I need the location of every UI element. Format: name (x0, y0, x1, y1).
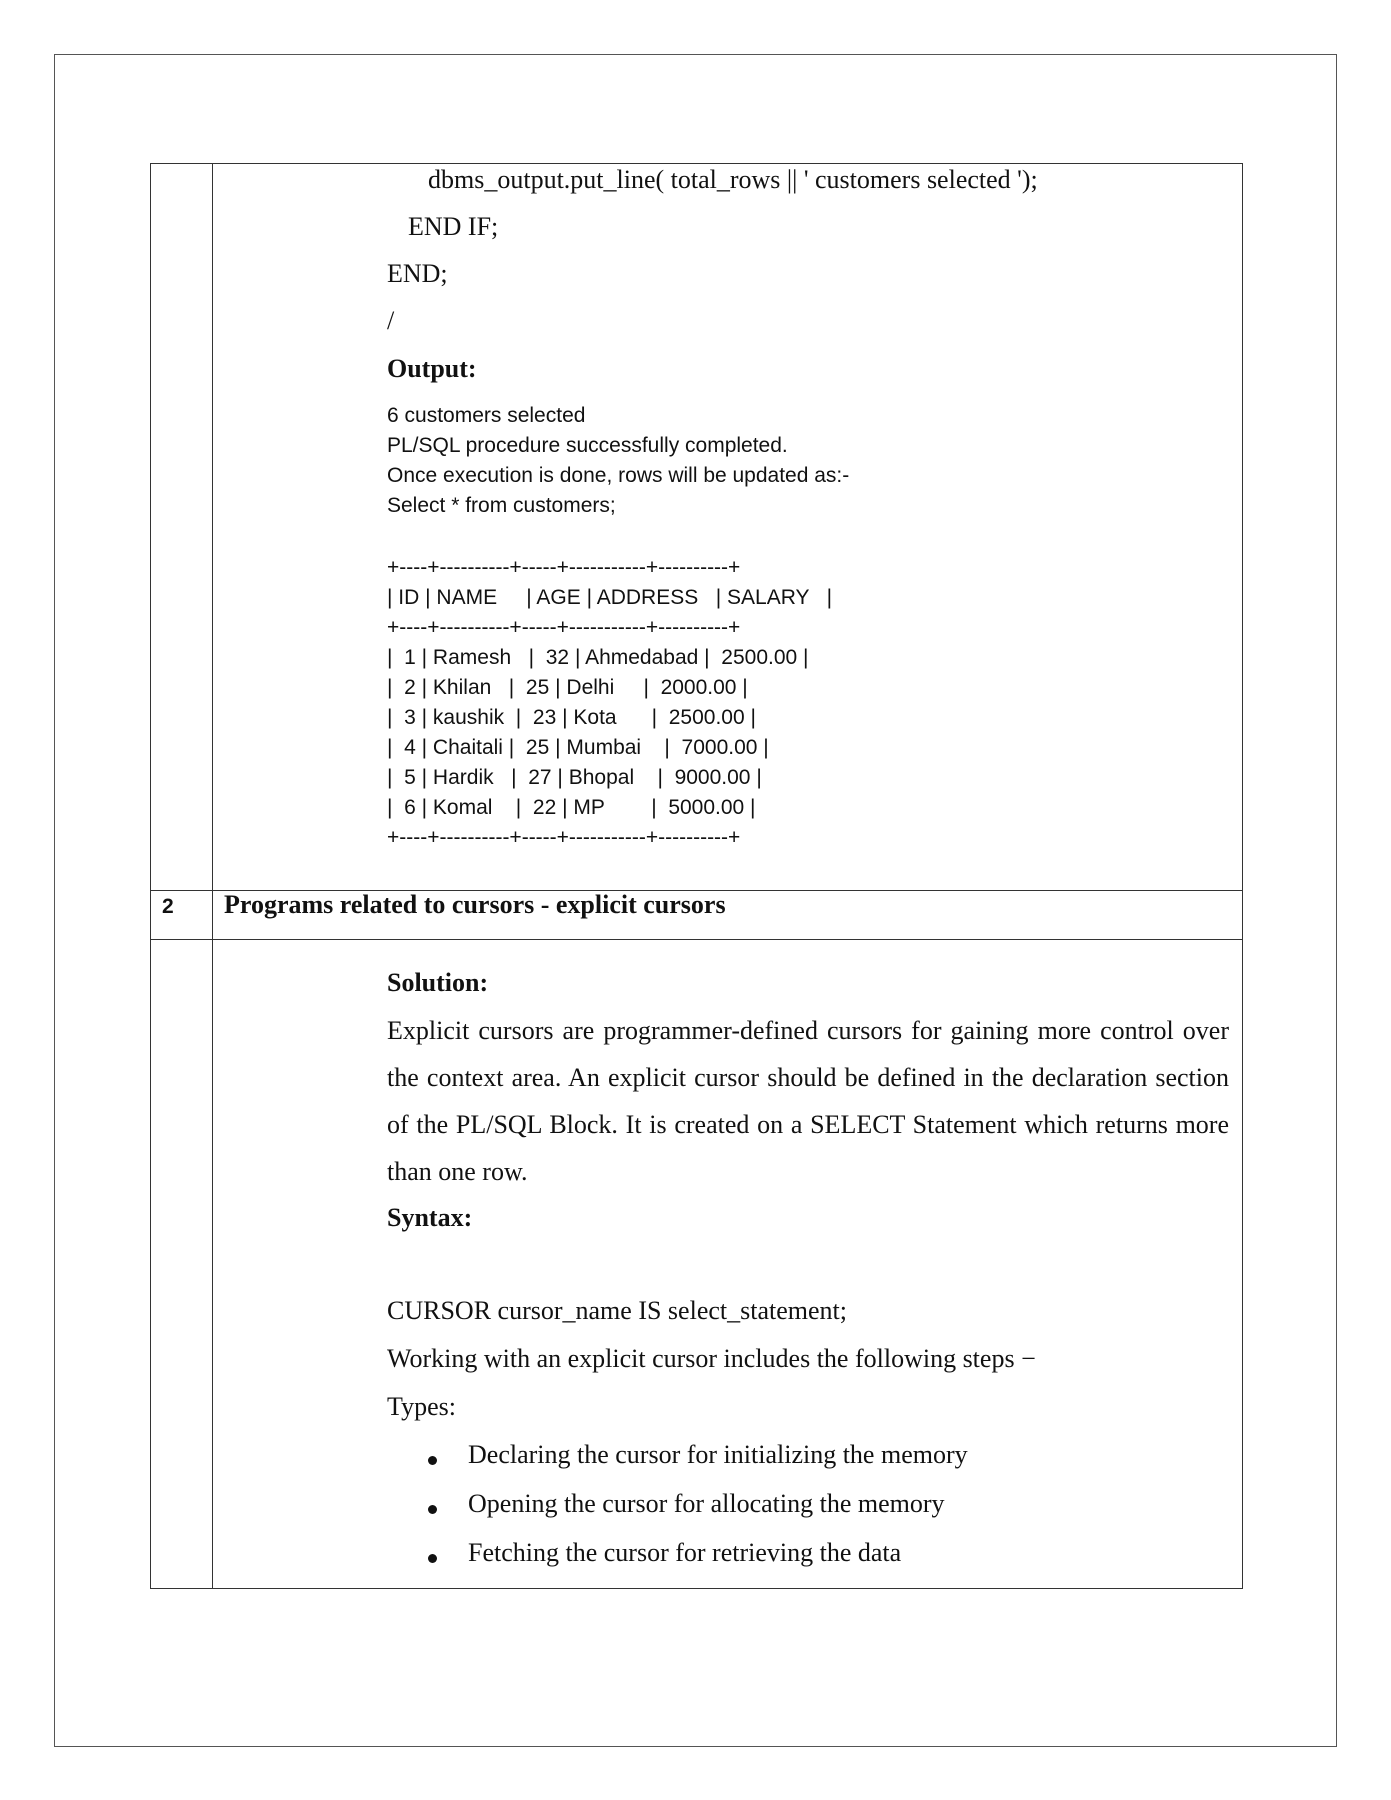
types-label: Types: (387, 1392, 456, 1421)
result-table-border-top: +----+----------+-----+-----------+----------+ (387, 556, 741, 579)
steps-intro: Working with an explicit cursor includes the following steps − (387, 1344, 1036, 1373)
column-divider (212, 164, 213, 1588)
result-table-border-bottom: +----+----------+-----+-----------+----------+ (387, 826, 741, 849)
result-table-row: | 2 | Khilan | 25 | Delhi | 2000.00 | (387, 676, 748, 699)
result-table-row: | 4 | Chaitali | 25 | Mumbai | 7000.00 | (387, 736, 769, 759)
output-line-4: Select * from customers; (387, 494, 616, 517)
solution-paragraph: Explicit cursors are programmer-defined cursors for gaining more control over the context area. An explicit cursor should be defined in the declaration section of the PL/SQL Block. It is created on a SELECT Statement which returns more than one row. (387, 1016, 1229, 1186)
syntax-line: CURSOR cursor_name IS select_statement; (387, 1296, 847, 1325)
bullet-icon (428, 1554, 437, 1563)
row-divider-bottom (151, 939, 1242, 940)
bullet-item: Fetching the cursor for retrieving the data (468, 1538, 902, 1567)
output-line-2: PL/SQL procedure successfully completed. (387, 434, 788, 457)
syntax-heading: Syntax: (387, 1203, 473, 1232)
result-table-row: | 1 | Ramesh | 32 | Ahmedabad | 2500.00 | (387, 646, 809, 669)
code-line-end: END; (387, 259, 448, 288)
section-title: Programs related to cursors - explicit cursors (224, 890, 726, 919)
bullet-icon (428, 1505, 437, 1514)
result-table-border-mid: +----+----------+-----+-----------+----------+ (387, 616, 741, 639)
code-line-slash: / (387, 306, 395, 335)
result-table-row: | 5 | Hardik | 27 | Bhopal | 9000.00 | (387, 766, 762, 789)
bullet-item: Opening the cursor for allocating the memory (468, 1489, 945, 1518)
bullet-item: Declaring the cursor for initializing the memory (468, 1440, 968, 1469)
output-line-1: 6 customers selected (387, 404, 586, 427)
output-line-3: Once execution is done, rows will be updated as:- (387, 464, 850, 487)
code-line-put-line: dbms_output.put_line( total_rows || ' customers selected '); (428, 165, 1038, 194)
output-heading: Output: (387, 354, 477, 383)
bullet-icon (428, 1456, 437, 1465)
result-table-header: | ID | NAME | AGE | ADDRESS | SALARY | (387, 586, 833, 609)
code-line-end-if: END IF; (408, 212, 499, 241)
result-table-row: | 3 | kaushik | 23 | Kota | 2500.00 | (387, 706, 756, 729)
document-table (150, 163, 1243, 1589)
solution-heading: Solution: (387, 968, 489, 997)
section-number: 2 (162, 895, 174, 918)
result-table-row: | 6 | Komal | 22 | MP | 5000.00 | (387, 796, 756, 819)
